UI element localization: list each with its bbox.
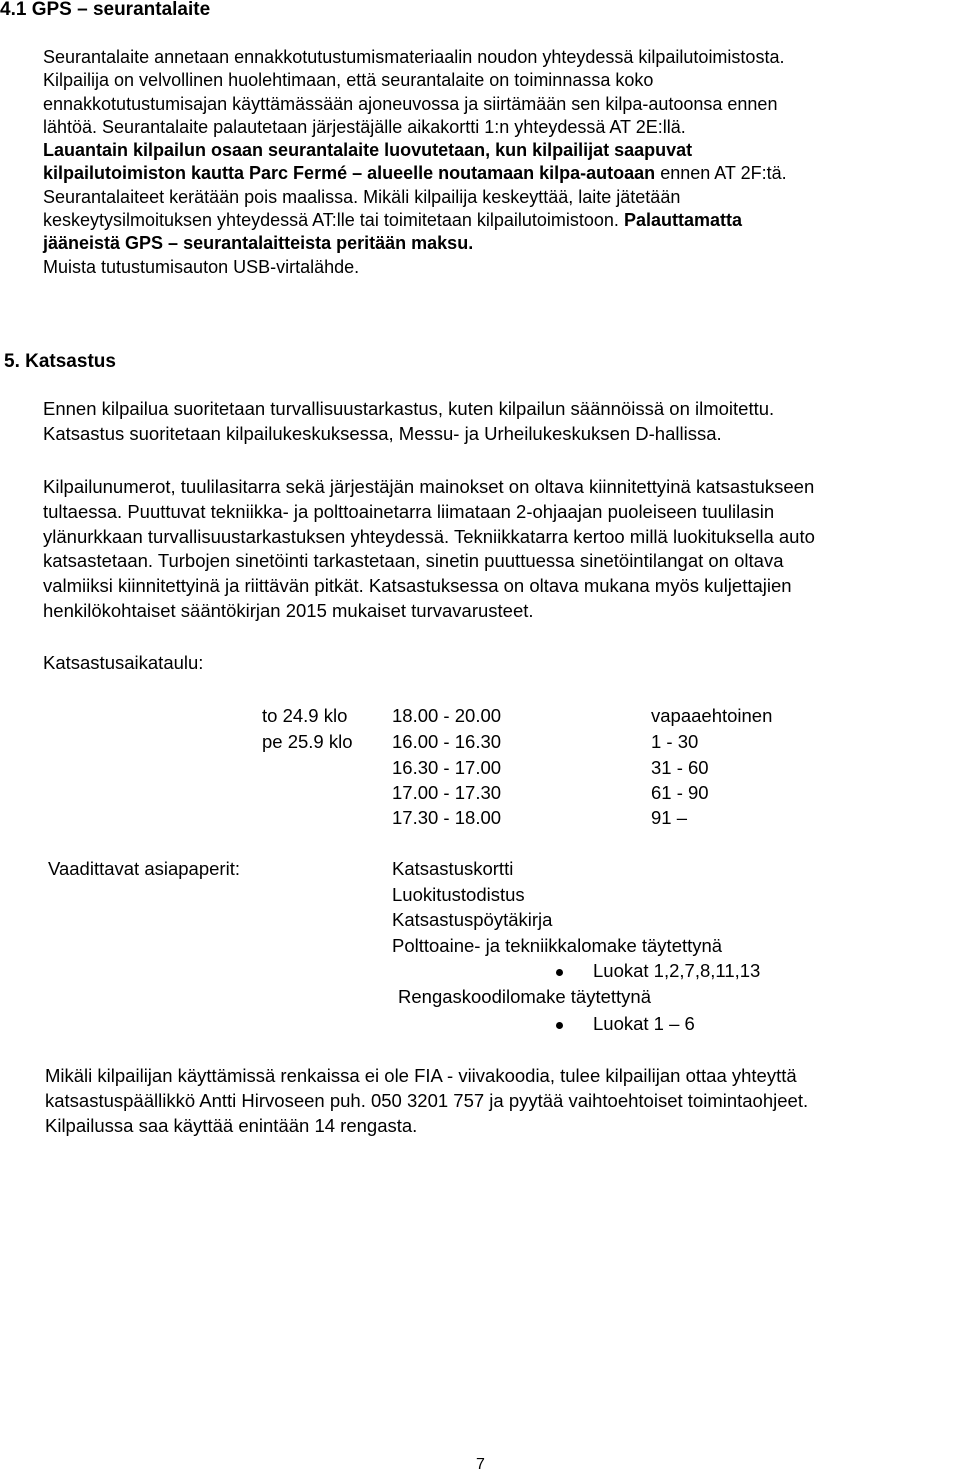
- schedule-group: 91 –: [651, 807, 688, 828]
- text-line: katsastetaan. Turbojen sinetöinti tarkastetaan, sinetin puuttuessa sinetöintilangat on oltava: [43, 550, 784, 572]
- schedule-time: 16.30 - 17.00: [392, 757, 502, 778]
- document-item: Katsastuspöytäkirja: [392, 909, 553, 930]
- gps-paragraph: [43, 46, 787, 279]
- schedule-time: 17.00 - 17.30: [392, 782, 502, 803]
- gps-heading: 4.1 GPS – seurantalaite: [0, 0, 211, 20]
- bullet-item: Luokat 1,2,7,8,11,13: [593, 960, 761, 981]
- schedule-time: 18.00 - 20.00: [392, 705, 502, 726]
- katsastus-intro: [43, 397, 774, 447]
- tyres-paragraph: [45, 1064, 808, 1138]
- bold-run: Palauttamatta: [623, 210, 742, 231]
- text-line: Kilpailunumerot, tuulilasitarra sekä järjestäjän mainokset on oltava kiinnitettyinä katsastukseen: [43, 476, 815, 497]
- text-run: keskeytysilmoituksen yhteydessä AT:lle tai toimitetaan kilpailutoimistoon.: [43, 210, 624, 231]
- text-line: [43, 186, 787, 209]
- text-line: Mikäli kilpailijan käyttämissä renkaissa ei ole FIA - viivakoodia, tulee kilpailijan ottaa yhteyttä: [45, 1065, 797, 1086]
- text-line: Ennen kilpailua suoritetaan turvallisuustarkastus, kuten kilpailun säännöissä on ilmoitettu.: [43, 398, 775, 419]
- documents-label: Vaadittavat asiapaperit:: [48, 858, 240, 879]
- text-run: ennakkotutustumisajan käyttämässään ajoneuvossa ja siirtämään sen kilpa-autoonsa ennen: [43, 93, 778, 114]
- text-line: [43, 46, 787, 69]
- document-item: Luokitustodistus: [392, 884, 525, 905]
- bullet-icon: [556, 1022, 563, 1029]
- schedule-group: 61 - 90: [651, 782, 709, 803]
- text-line: katsastuspäällikkö Antti Hirvoseen puh. 050 3201 757 ja pyytää vaihtoehtoiset toimintaohjeet.: [45, 1089, 809, 1111]
- katsastus-heading: 5. Katsastus: [4, 351, 116, 372]
- text-run: Kilpailija on velvollinen huolehtimaan, että seurantalaite on toiminnassa koko: [43, 70, 654, 91]
- document-item: Polttoaine- ja tekniikkalomake täytettynä: [392, 935, 723, 956]
- text-run: Seurantalaiteet kerätään pois maalissa. Mikäli kilpailija keskeyttää, laite jätetään: [43, 186, 681, 207]
- text-line: ylänurkkaan turvallisuustarkastuksen yhteydessä. Tekniikkatarra kertoo millä luokituksella auto: [43, 525, 815, 547]
- schedule-day: pe 25.9 klo: [262, 731, 353, 752]
- text-line: henkilökohtaiset sääntökirjan 2015 mukaiset turvavarusteet.: [43, 599, 534, 621]
- text-line: [43, 209, 787, 232]
- schedule-day: to 24.9 klo: [262, 705, 348, 726]
- text-line: [43, 162, 787, 185]
- bullet-icon: [556, 969, 563, 976]
- schedule-group: 31 - 60: [651, 757, 709, 778]
- text-line: [43, 93, 787, 116]
- text-run: Seurantalaite annetaan ennakkotutustumismateriaalin noudon yhteydessä kilpailutoimistosta.: [43, 47, 785, 67]
- text-run: ennen AT 2F:tä.: [655, 163, 787, 184]
- schedule-label: Katsastusaikataulu:: [43, 652, 204, 673]
- text-line: valmiiksi kiinnitettyinä ja riittävän pitkät. Katsastuksessa on oltava mukana myös kuljettajien: [43, 575, 792, 597]
- text-line: Katsastus suoritetaan kilpailukeskuksessa, Messu- ja Urheilukeskuksen D-hallissa.: [43, 422, 722, 444]
- text-line: Kilpailussa saa käyttää enintään 14 rengasta.: [45, 1114, 418, 1136]
- katsastus-requirements: [43, 475, 815, 624]
- bold-run: kilpailutoimiston kautta Parc Fermé – alueelle noutamaan kilpa-autoaan: [43, 163, 656, 184]
- text-line: [43, 116, 787, 139]
- text-line: [43, 69, 787, 92]
- text-line: [43, 256, 787, 279]
- text-run: Muista tutustumisauton USB-virtalähde.: [43, 256, 360, 277]
- schedule-group: 1 - 30: [651, 731, 699, 752]
- schedule-time: 16.00 - 16.30: [392, 731, 502, 752]
- text-run: lähtöä. Seurantalaite palautetaan järjestäjälle aikakortti 1:n yhteydessä AT 2E:llä.: [43, 116, 686, 137]
- page-number: 7: [476, 1456, 485, 1473]
- schedule-group: vapaaehtoinen: [651, 705, 773, 726]
- text-line: tultaessa. Puuttuvat tekniikka- ja polttoainetarra liimataan 2-ohjaajan puoleiseen tuulilasin: [43, 500, 775, 522]
- bold-run: jääneistä GPS – seurantalaitteista peritään maksu.: [43, 233, 474, 254]
- document-item: Katsastuskortti: [392, 858, 514, 879]
- schedule-time: 17.30 - 18.00: [392, 807, 502, 828]
- bold-run: Lauantain kilpailun osaan seurantalaite luovutetaan, kun kilpailijat saapuvat: [43, 140, 693, 161]
- bullet-item: Luokat 1 – 6: [593, 1013, 695, 1034]
- document-item: Rengaskoodilomake täytettynä: [398, 986, 651, 1007]
- text-line: [43, 232, 787, 255]
- text-line: [43, 139, 787, 162]
